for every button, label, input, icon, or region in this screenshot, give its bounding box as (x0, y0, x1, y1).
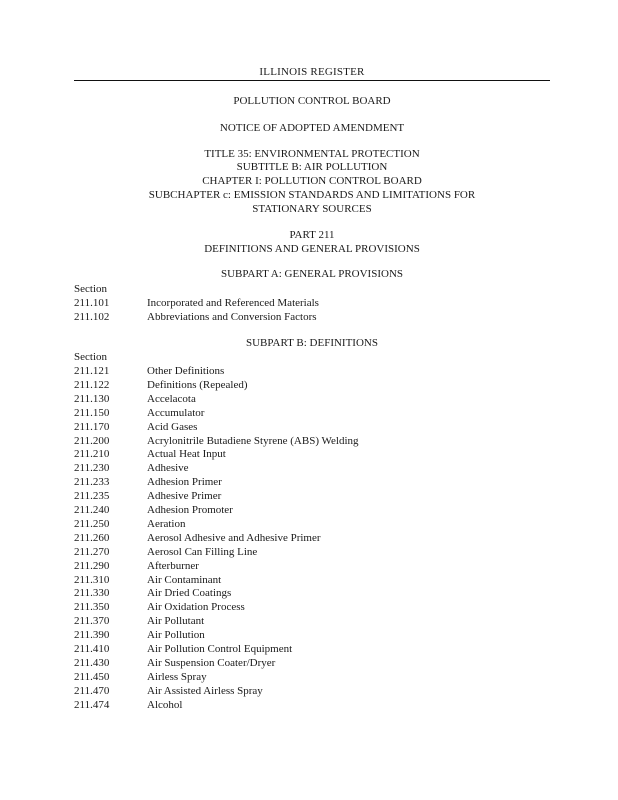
section-number: 211.410 (74, 643, 110, 655)
section-number: 211.470 (74, 684, 110, 697)
section-number: 211.230 (74, 462, 110, 475)
section-title: Air Pollution (147, 629, 205, 642)
section-title: Accelacota (147, 392, 196, 405)
section-number: 211.130 (74, 392, 110, 405)
title-line-2: SUBTITLE B: AIR POLLUTION (236, 161, 388, 173)
section-title: Adhesive Primer (147, 490, 222, 503)
section-number: 211.330 (74, 587, 110, 600)
section-title: Air Pollutant (147, 615, 205, 628)
register-header (74, 66, 550, 79)
subpart-a-heading: SUBPART A: GENERAL PROVISIONS (221, 268, 403, 280)
section-number: 211.260 (74, 531, 110, 544)
section-number: 211.370 (74, 615, 110, 628)
section-title: Incorporated and Referenced Materials (147, 297, 319, 309)
section-number: 211.235 (74, 490, 110, 503)
section-number: 211.430 (74, 656, 110, 669)
section-number: 211.474 (74, 698, 110, 711)
section-number: 211.310 (74, 573, 110, 586)
section-number: 211.102 (74, 311, 110, 323)
section-title: Acid Gases (147, 420, 198, 433)
section-title: Aeration (147, 517, 186, 530)
section-number: 211.122 (74, 378, 110, 391)
section-title: Adhesion Promoter (147, 504, 233, 516)
section-number: 211.290 (74, 559, 110, 572)
section-title: Adhesion Primer (147, 476, 222, 489)
section-title: Aerosol Can Filling Line (147, 545, 258, 558)
section-title: Acrylonitrile Butadiene Styrene (ABS) Welding (147, 434, 359, 447)
title-line-4: SUBCHAPTER c: EMISSION STANDARDS AND LIMITATIONS FOR (148, 189, 476, 201)
subpart-a-section-label: Section (74, 283, 107, 295)
section-number: 211.101 (74, 297, 110, 309)
section-title: Abbreviations and Conversion Factors (147, 311, 317, 323)
section-title: Adhesive (147, 462, 189, 475)
section-number: 211.390 (74, 629, 110, 642)
section-number: 211.150 (74, 406, 110, 419)
section-title: Afterburner (147, 559, 199, 572)
section-number: 211.210 (74, 448, 110, 461)
section-number: 211.121 (74, 365, 110, 377)
section-number: 211.170 (74, 420, 110, 433)
section-title: Airless Spray (147, 670, 207, 683)
section-title: Air Dried Coatings (147, 587, 232, 600)
section-number: 211.240 (74, 504, 110, 516)
subpart-b-section-label: Section (74, 351, 107, 363)
section-title: Actual Heat Input (147, 448, 226, 461)
section-title: Air Assisted Airless Spray (147, 684, 263, 697)
title-line-5: STATIONARY SOURCES (252, 203, 372, 215)
section-title: Accumulator (147, 406, 205, 419)
header-rule (74, 80, 550, 81)
section-title: Air Suspension Coater/Dryer (147, 656, 276, 669)
section-number: 211.450 (74, 670, 110, 683)
part-name: DEFINITIONS AND GENERAL PROVISIONS (204, 243, 420, 255)
title-line-1: TITLE 35: ENVIRONMENTAL PROTECTION (204, 148, 420, 160)
section-title: Air Oxidation Process (147, 601, 245, 614)
board-name: POLLUTION CONTROL BOARD (233, 95, 391, 107)
subpart-b-heading: SUBPART B: DEFINITIONS (246, 337, 378, 349)
section-number: 211.270 (74, 545, 110, 558)
section-title: Other Definitions (147, 365, 225, 377)
section-number: 211.233 (74, 476, 110, 489)
section-title: Air Contaminant (147, 573, 222, 586)
section-title: Air Pollution Control Equipment (147, 643, 293, 655)
register-title: ILLINOIS REGISTER (259, 66, 365, 78)
section-title: Definitions (Repealed) (147, 378, 248, 391)
section-title: Aerosol Adhesive and Adhesive Primer (147, 531, 321, 544)
section-number: 211.200 (74, 434, 110, 447)
notice-title: NOTICE OF ADOPTED AMENDMENT (219, 122, 405, 134)
title-line-3: CHAPTER I: POLLUTION CONTROL BOARD (202, 175, 422, 187)
part-number: PART 211 (289, 229, 335, 241)
section-number: 211.250 (74, 517, 110, 530)
section-title: Alcohol (147, 698, 183, 711)
section-number: 211.350 (74, 601, 110, 614)
